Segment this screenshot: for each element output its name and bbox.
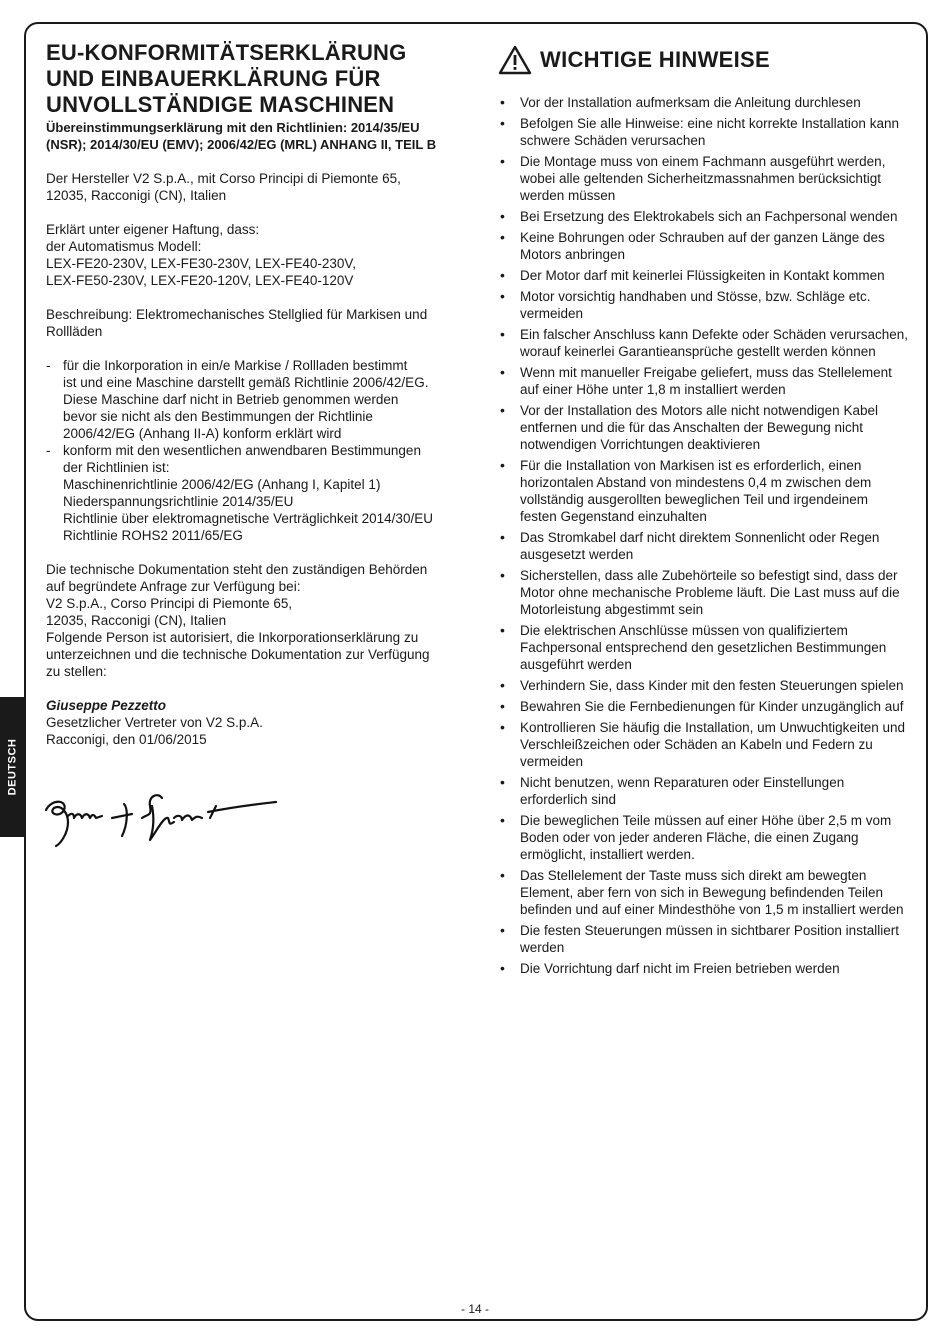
list-item: • Nicht benutzen, wenn Reparaturen oder Einstellungen erforderlich sind xyxy=(498,774,908,808)
text-line: LEX-FE50-230V, LEX-FE20-120V, LEX-FE40-120V xyxy=(46,273,354,288)
text-line: Richtlinie über elektromagnetische Verträglichkeit 2014/30/EU xyxy=(63,511,433,526)
declaration-column xyxy=(46,40,446,748)
text-line: Niederspannungsrichtlinie 2014/35/EU xyxy=(63,494,294,509)
text-line: LEX-FE20-230V, LEX-FE30-230V, LEX-FE40-230V, xyxy=(46,256,356,271)
documentation-paragraph xyxy=(46,561,446,680)
list-item: • Die Vorrichtung darf nicht im Freien betrieben werden xyxy=(498,960,908,977)
text-line: Beschreibung: Elektromechanisches Stellglied für Markisen und xyxy=(46,307,428,322)
description-paragraph xyxy=(46,306,446,340)
declares-paragraph xyxy=(46,221,446,289)
list-item: • Das Stromkabel darf nicht direktem Sonnenlicht oder Regen ausgesetzt werden xyxy=(498,529,908,563)
text-line: Erklärt unter eigener Haftung, dass: xyxy=(46,222,260,237)
list-item: • Die festen Steuerungen müssen in sichtbarer Position installiert werden xyxy=(498,922,908,956)
text-line: 12035, Racconigi (CN), Italien xyxy=(46,188,227,203)
text-line: 12035, Racconigi (CN), Italien xyxy=(46,613,227,628)
list-item: • Das Stellelement der Taste muss sich direkt am bewegten Element, aber fern von sich in Bewegung befindenden Teilen befinden und auf einer Mindesthöhe von 1,5 m installiert werden xyxy=(498,867,908,918)
list-item: • Ein falscher Anschluss kann Defekte oder Schäden verursachen, worauf keinerlei Garantieansprüche gestellt werden können xyxy=(498,326,908,360)
text-line: Maschinenrichtlinie 2006/42/EG (Anhang I, Kapitel 1) xyxy=(63,477,381,492)
list-item: • Bei Ersetzung des Elektrokabels sich an Fachpersonal wenden xyxy=(498,208,908,225)
text-line: Richtlinie ROHS2 2011/65/EG xyxy=(63,528,243,543)
text-line: der Richtlinien ist: xyxy=(63,460,170,475)
declaration-subtitle: Übereinstimmungserklärung mit den Richtlinien: 2014/35/EU (NSR); 2014/30/EU (EMV); 2006/42/EG (MRL) ANHANG II, TEIL B xyxy=(46,120,437,152)
page-number: - 14 - xyxy=(460,1302,489,1316)
text-line: zu stellen: xyxy=(46,664,107,679)
list-item: • Motor vorsichtig handhaben und Stösse, bzw. Schläge etc. vermeiden xyxy=(498,288,908,322)
text-line: Der Hersteller V2 S.p.A., mit Corso Principi di Piemonte 65, xyxy=(46,171,401,186)
manufacturer-paragraph xyxy=(46,170,446,204)
declaration-title: EU-KONFORMITÄTSERKLÄRUNG UND EINBAUERKLÄRUNG FÜR UNVOLLSTÄNDIGE MASCHINEN xyxy=(46,40,407,117)
conformity-list xyxy=(46,357,446,544)
signer-name: Giuseppe Pezzetto xyxy=(46,698,167,713)
list-item: • Keine Bohrungen oder Schrauben auf der ganzen Länge des Motors anbringen xyxy=(498,229,908,263)
warnings-column xyxy=(498,40,908,981)
list-item: • Vor der Installation des Motors alle nicht notwendigen Kabel entfernen und die für das Anschalten der Bewegung nicht notwendigen Vorrichtungen deaktivieren xyxy=(498,402,908,453)
signer-place-date: Racconigi, den 01/06/2015 xyxy=(46,732,207,747)
text-line: Diese Maschine darf nicht in Betrieb genommen werden xyxy=(63,392,399,407)
list-item xyxy=(46,442,446,544)
text-line: ist und eine Maschine darstellt gemäß Richtlinie 2006/42/EG. xyxy=(63,375,429,390)
text-line: Rollläden xyxy=(46,324,103,339)
warnings-title: WICHTIGE HINWEISE xyxy=(540,47,770,72)
list-item: • Für die Installation von Markisen ist es erforderlich, einen horizontalen Abstand von mindestens 0,4 m zwischen dem vollständig ausgerollten beweglichen Teil und irgendeinem festen Gegenstand einzuhalten xyxy=(498,457,908,525)
language-tab xyxy=(0,697,24,837)
list-item: • Die beweglichen Teile müssen auf einer Höhe über 2,5 m vom Boden oder von jeder anderen Fläche, die einen Zugang ermöglicht, installiert werden. xyxy=(498,812,908,863)
list-item: • Kontrollieren Sie häufig die Installation, um Unwuchtigkeiten und Verschleißzeichen oder Schäden an Kabeln und Federn zu vermeiden xyxy=(498,719,908,770)
handwritten-signature xyxy=(38,788,278,850)
list-item: • Wenn mit manueller Freigabe geliefert, muss das Stellelement auf einer Höhe unter 1,8 m installiert werden xyxy=(498,364,908,398)
text-line: der Automatismus Modell: xyxy=(46,239,202,254)
text-line: auf begründete Anfrage zur Verfügung bei: xyxy=(46,579,301,594)
signer-role: Gesetzlicher Vertreter von V2 S.p.A. xyxy=(46,715,263,730)
list-item xyxy=(46,357,446,442)
language-tab-label: DEUTSCH xyxy=(6,738,19,796)
text-line: 2006/42/EG (Anhang II-A) konform erklärt wird xyxy=(63,426,342,441)
warnings-list xyxy=(498,94,908,977)
list-item: • Befolgen Sie alle Hinweise: eine nicht korrekte Installation kann schwere Schäden verursachen xyxy=(498,115,908,149)
signer-block xyxy=(46,697,446,748)
list-item: • Sicherstellen, dass alle Zubehörteile so befestigt sind, dass der Motor ohne mechanische Probleme läuft. Die Last muss auf die Motorleistung abgestimmt sein xyxy=(498,567,908,618)
text-line: - für die Inkorporation in ein/e Markise / Rollladen bestimmt xyxy=(63,358,408,373)
list-item: • Die elektrischen Anschlüsse müssen von qualifiziertem Fachpersonal entsprechend den gesetzlichen Bestimmungen ausgeführt werden xyxy=(498,622,908,673)
warnings-header xyxy=(498,40,908,80)
text-line: - konform mit den wesentlichen anwendbaren Bestimmungen xyxy=(63,443,421,458)
list-item: • Verhindern Sie, dass Kinder mit den festen Steuerungen spielen xyxy=(498,677,908,694)
list-item: • Vor der Installation aufmerksam die Anleitung durchlesen xyxy=(498,94,908,111)
list-item: • Bewahren Sie die Fernbedienungen für Kinder unzugänglich auf xyxy=(498,698,908,715)
text-line: V2 S.p.A., Corso Principi di Piemonte 65, xyxy=(46,596,293,611)
list-item: • Die Montage muss von einem Fachmann ausgeführt werden, wobei alle geltenden Sicherheitzmassnahmen berücksichtigt werden müssen xyxy=(498,153,908,204)
text-line: Folgende Person ist autorisiert, die Inkorporationserklärung zu xyxy=(46,630,419,645)
list-item: • Der Motor darf mit keinerlei Flüssigkeiten in Kontakt kommen xyxy=(498,267,908,284)
warning-triangle-icon xyxy=(498,45,532,75)
text-line: Die technische Dokumentation steht den zuständigen Behörden xyxy=(46,562,428,577)
text-line: unterzeichnen und die technische Dokumentation zur Verfügung xyxy=(46,647,430,662)
text-line: bevor sie nicht als den Bestimmungen der Richtlinie xyxy=(63,409,373,424)
